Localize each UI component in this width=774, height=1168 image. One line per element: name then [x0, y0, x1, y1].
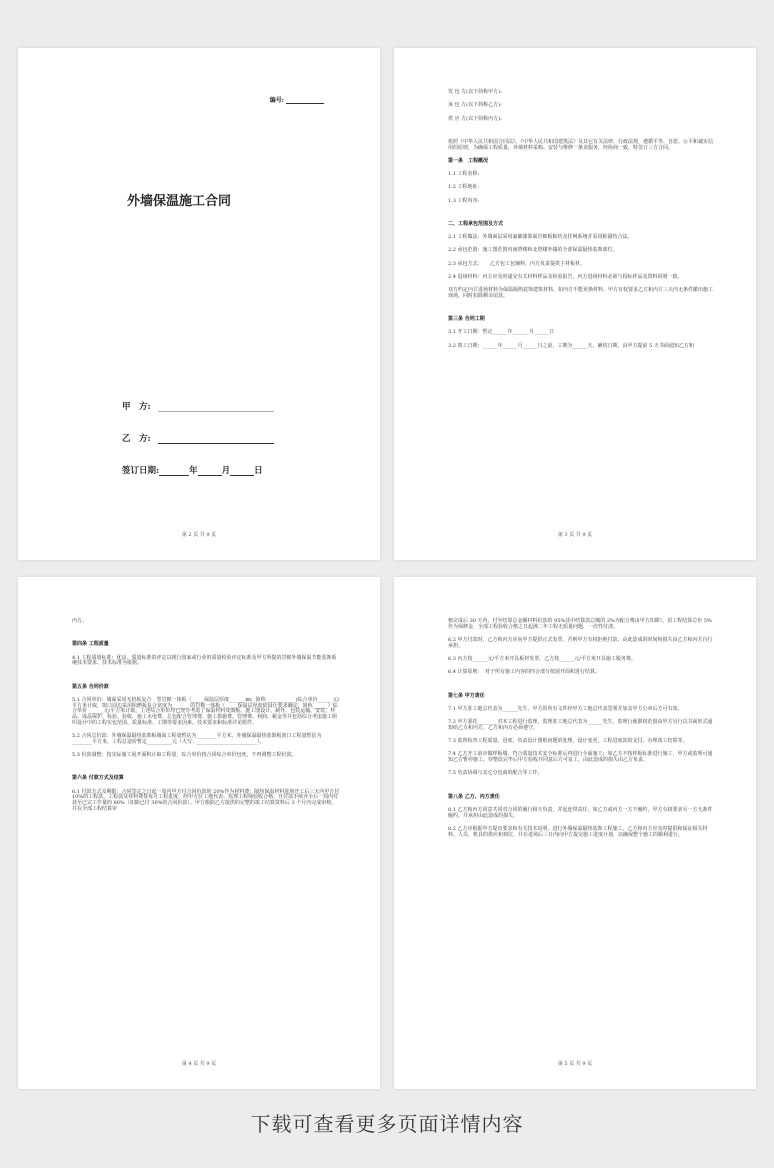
paragraph: 7.1 甲方驻工地总代表为______先生，甲方的所有文件经甲方工地总代表签署并加盖甲方公章后方可有效。 [448, 705, 683, 712]
sign-day-label: 日 [254, 466, 263, 476]
paragraph: 5.3 价款调整：按实际施工展开面积计取工程量，综合单价按合同综合单价包死，不再调整工程价款。 [72, 752, 297, 758]
section-heading: 第四条 工程质量 [72, 641, 109, 648]
paragraph: 2.1 工程做法：外墙面层采用氟碳漆饰面岩棉板粘结及挂网系统并采用粘锚结合法。 [448, 234, 633, 240]
sign-year-label: 年 [189, 466, 198, 476]
paragraph: 依照《中华人民共和国合同法》、《中华人民共和国建筑法》及其它有关法律、行政法规，遵循平等、自愿、公平和诚实信用的原则，为确保工程质量，外墙材料采购、安装与维修一条龙服务，经协商一致，特签订三方合同。 [448, 138, 714, 151]
page-2 [394, 48, 756, 560]
paragraph: 2.4 进场材料：丙方应及时递交有关材料样品及检验报告，丙方进场材料必须与投标样品及资料说明一致。 [448, 273, 683, 280]
paragraph: 2.3 承包方式： 乙方包工包辅料，丙方负责提供主材板材。 [448, 260, 586, 267]
party-b-line [158, 443, 274, 444]
paragraph: 丙方。 [72, 618, 88, 624]
paragraph: 6.2 甲方付款时，乙方和丙方应向甲方提供正式发票，否则甲方有权拒绝付款，由此造成的时间和损失由乙方和丙方自行承担。 [448, 637, 713, 649]
spacer [72, 675, 340, 685]
page-cover [18, 48, 380, 560]
sign-date-row [122, 464, 263, 476]
page-3 [18, 577, 380, 1089]
party-a-line [158, 411, 274, 412]
paragraph: 供 应 方(以下简称丙方): [448, 115, 502, 122]
paragraph: 1.1 工程名称: [448, 171, 480, 177]
sign-day-line [230, 475, 254, 476]
paragraph: 8.2 乙方应根据甲方提出要求和有关技术说明，进行外墙保温隔热装饰工程施工，乙方和丙方应及时提供和保证相关材料、人员、机具的供应和到位，并在进场后三日内向甲方提交施工进度计划，以确保整个施工的顺利进行。 [448, 825, 708, 838]
paragraph: 2.2 承包范围：施工图范围内南塔楼和北塔楼外墙的全部保温隔热装饰部位。 [448, 247, 618, 254]
section-heading: 第一条 工程概况 [448, 157, 489, 164]
paragraph: 核完成后 30 天内，付至结算总金额材料价款的 95%其中结算款总额的 2%为配合费由甲方扣除），留工程结算总价 5%作为保修金，全部工程验收合格之日起满二年工程无质量问题，一次性付清。 [448, 618, 712, 630]
paragraph: 1.2 工程地址: [448, 184, 480, 191]
section-heading: 第七条 甲方责任 [448, 692, 485, 699]
party-b-row [122, 432, 274, 444]
sign-month-label: 月 [221, 466, 231, 476]
spacer [72, 632, 340, 642]
paragraph: 4.1 工程质量标准：优良，质量标准的评定以现行国家或行业的质量检验评定标准及甲方所提的岩棉外墙保温节能装饰系统技术要求、技术标准为依据。 [72, 654, 337, 667]
paragraph: 承 包 方(以下简称乙方): [448, 102, 502, 109]
paragraph: 7.3 监督检查工程质量、进度，负责设计图纸问题的处理，设计变更，工程进度款的支付、办理竣工结算等。 [448, 738, 688, 744]
paragraph: 7.2 甲方委托________对本工程进行监理，监理驻工地总代表为______先生，监理行使职权范围由甲方另行以书面形式通知给乙方和丙方，乙方和丙方必须遵守。 [448, 719, 713, 731]
page-number: 第 2 页 共 9 页 [181, 532, 217, 538]
paragraph: 6.1 付款方式及期限：合同签定之日起一周内甲方付合同价款的 20%作为材料费；隔热保温材料进场开工后三天内甲方付 10%的工程款，工程款及材料费按每月工程进度，经甲方驻工地代表、监理工程师验收合格，且付款手续齐全后一周内付款至已完工作量的 80%（扣除已付 30%的合同价款）。甲方根据乙方提供的完整的竣工结算资料后 3 个月内完成审核，并在全部工程结算审 [72, 788, 340, 812]
paragraph: 6.4 计算原则： 对于所有施工内容的四合部分按展开面积进行结算。 [448, 669, 601, 676]
page-number: 第 3 页 共 9 页 [557, 532, 593, 538]
page-number: 第 5 页 共 9 页 [557, 1061, 593, 1067]
contract-number-label: 编号: [269, 97, 284, 104]
sign-month-line [198, 475, 222, 476]
paragraph: 1.3 工程内容: [448, 197, 480, 204]
section-heading: 第八条 乙方、丙方责任 [448, 793, 500, 800]
party-b-label: 乙 方: [122, 434, 151, 444]
paragraph: 7.5 负责协调与其它分包商的配合等工作。 [448, 770, 543, 777]
paragraph: 8.1 乙方和丙方同意共同对合同的履行相互负责，并起连带责任，如乙方或丙方一方不履约，甲方有权要求另一方无条件履约，并承担由此造成的损失。 [448, 806, 713, 819]
sign-year-line [159, 475, 189, 476]
party-a-label: 甲 方: [122, 402, 151, 412]
download-caption[interactable]: 下载可查看更多页面详情内容 [250, 1114, 524, 1136]
spacer [448, 307, 716, 317]
section-heading: 第六条 付款方式及结算 [72, 775, 124, 782]
spacer [448, 684, 716, 694]
contract-number [270, 95, 324, 104]
paragraph: 5.2 合同总价款：外墙保温隔热装饰板墙面工程量暂估为________平方米，外墙保温隔热装饰板窗口工程量暂估为________平方米，工程总造价暂定__________元（大写：________________________）。 [72, 733, 322, 745]
paragraph: 发 包 方(以下简称甲方): [448, 89, 502, 95]
page-number: 第 4 页 共 9 页 [181, 1061, 217, 1067]
page-4 [394, 577, 756, 1089]
party-a-row [122, 400, 274, 412]
paragraph: 6.3 丙方按______元/平方米开具板材发票，乙方按______元/平方米开具施工服务费。 [448, 656, 636, 662]
paragraph: 7.4 乙方开工前应做样板墙，符合质量技术安全标准后再进行全面施工；如乙方不按样板标准进行施工，甲方或监理可通知乙方暂停施工，待整改完毕后甲方验收并同意后方可复工，由此造成的损失由乙方负责。 [448, 751, 713, 763]
section-heading: 二、工程承包范围及方式 [448, 220, 504, 227]
paragraph: 3.2 竣工日期：______年______月______日之前，工期为______天，确切日期，由甲方提前 5 天书面通知乙方和 [448, 342, 694, 349]
contract-number-line [286, 103, 324, 104]
paragraph: 5.1 合同单价：墙面采用无机板复合 型岩棉一体板（_____保温层厚度______ ㎜；简称____________)综合单价______元/平方米计取，窗口周边采用阻燃板复合宽度为 ______ 的岩棉一体板（_____保温层厚度依设计要求确定，简称______）综合单价 ______元/平方米计取，上述综合单价均已充分考虑了保温材料及面板、施工图设计、制作、包装运输、安装、样品、成品保护、检验、验收、施工水电费、总包配合管理费、施工措施费、管理费、利润、税金等并包括综合考虑施工组织设计中的工程实包范围、质量标准、工期等要求因素。技术要求和标准详见附件。 [72, 696, 340, 726]
section-heading: 第五条 合同价款 [72, 683, 109, 690]
paragraph: 双方约定丙方进场材料为保温隔热装饰建筑材料，如丙方不能更换材料，甲方有权要求乙方和丙方三天内无条件撤出施工现场，同时扣除剩余尾款。 [448, 287, 714, 299]
section-heading: 第三条 合同工期 [448, 316, 485, 322]
page-body [448, 90, 716, 357]
page-body [448, 619, 716, 846]
paragraph: 3.1 开工日期：暂定______年______ 月______日 [448, 329, 555, 336]
spacer [448, 785, 716, 795]
page-body [72, 619, 340, 820]
contract-title: 外墙保温施工合同 [126, 194, 231, 209]
sign-date-label: 签订日期: [122, 466, 160, 476]
